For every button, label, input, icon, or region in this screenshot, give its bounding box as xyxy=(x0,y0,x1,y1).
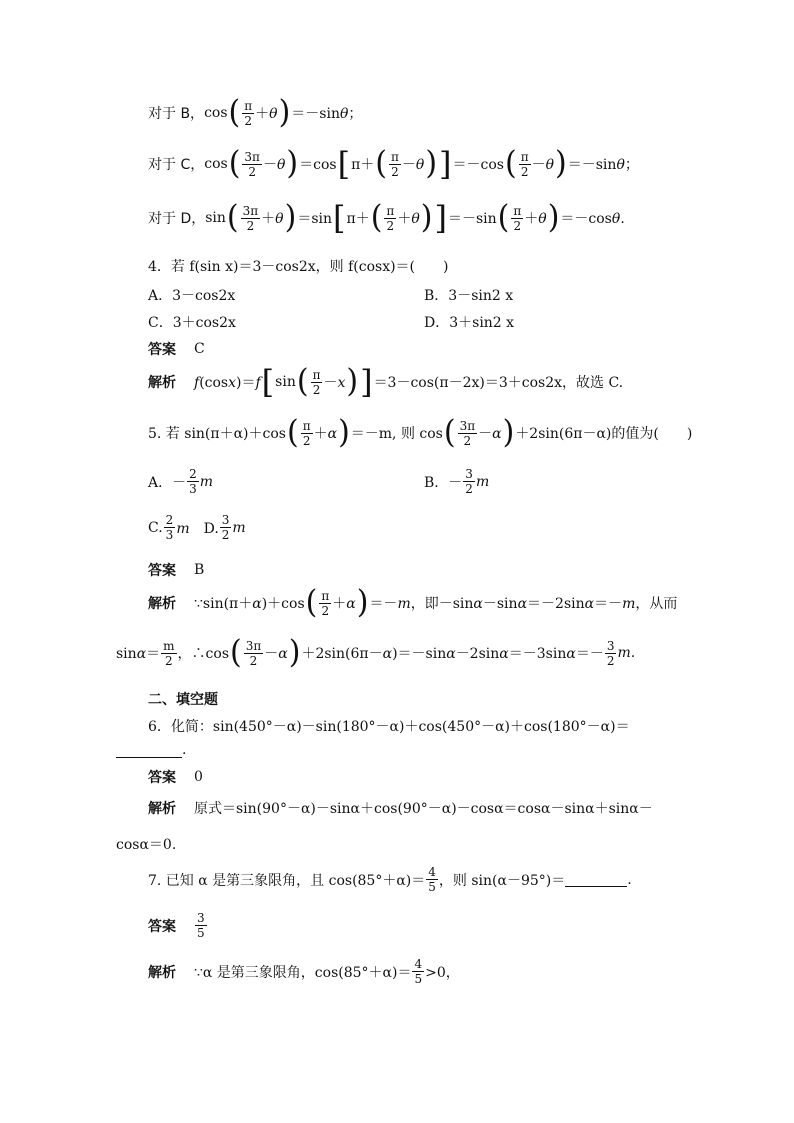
line-b: 对于 B， cos ( $\frac{\pi}{2}$ ＋θ ) ＝－sinθ； xyxy=(148,94,363,131)
fraction: $\frac{\pi}{2}$ xyxy=(386,203,395,233)
q6-analysis-text1: 原式＝sin(90°－α)－sinα＋cos(90°－α)－cosα＝cosα－sinα＋sinα－ xyxy=(194,801,653,817)
q5-options-cd: C. $\frac{2}{3}$ m D. $\frac{3}{2}$ m xyxy=(148,513,246,542)
fraction: $\frac{m}{2}$ xyxy=(163,638,175,668)
q7-analysis-line xyxy=(148,958,460,985)
answer-label: 答案 xyxy=(148,918,176,935)
q6-answer-line xyxy=(148,767,203,787)
q5-answer: B xyxy=(194,562,205,578)
fraction: $\frac{3}{2}$ xyxy=(465,467,473,496)
q5-analysis-line2: sinα＝ $\frac{m}{2}$ ，∴cos ( $\frac{3\pi}{2}$ －α ) ＋2sin(6π－α)＝－sinα－2sinα＝－3sinα＝－ $\frac{3}{2}$ m. xyxy=(116,634,636,671)
q7-analysis-prefix: ∵α 是第三象限角，cos(85°＋α)＝ xyxy=(194,964,412,981)
q6-blank: . xyxy=(116,742,186,758)
fraction: $\frac{\pi}{2}$ xyxy=(520,149,529,179)
q5-answer-line xyxy=(148,560,204,580)
q6-analysis-line2: cosα＝0. xyxy=(116,837,177,853)
q5-option-a: A．－ $\frac{2}{3}$ m xyxy=(148,467,214,496)
q7-answer-fraction: $\frac{3}{5}$ xyxy=(197,911,205,940)
q7-prefix: 7. 已知 α 是第三象限角，且 cos(85°＋α)＝ xyxy=(148,872,426,889)
section-heading: 二、填空题 xyxy=(148,692,218,708)
q7-answer-line xyxy=(148,912,208,939)
q5-prefix: 5. 若 sin(π＋α)＋cos xyxy=(148,426,286,442)
fraction: $\frac{3\pi}{2}$ xyxy=(459,418,476,448)
q5-stem: 5. 若 sin(π＋α)＋cos ( $\frac{\pi}{2}$ ＋α ) ＝－m, 则 cos ( $\frac{3\pi}{2}$ －α ) ＋2sin(6π－α)的值为( ) xyxy=(148,414,693,451)
fraction: $\frac{\pi}{2}$ xyxy=(390,149,399,179)
q4-option-a: A．3－cos2x xyxy=(148,288,236,304)
answer-label: 答案 xyxy=(148,770,176,786)
q5-option-b: B．－ $\frac{3}{2}$ m xyxy=(424,467,490,496)
answer-label: 答案 xyxy=(148,342,176,358)
analysis-label: 解析 xyxy=(148,596,176,612)
analysis-label: 解析 xyxy=(148,964,176,981)
q4-analysis-tail: ＝3－cos(π－2x)＝3＋cos2x，故选 C. xyxy=(373,375,624,391)
q6-stem: 6．化简：sin(450°－α)－sin(180°－α)＋cos(450°－α)＋cos(180°－α)＝ xyxy=(148,719,630,735)
q7-mid: ，则 sin(α－95°)＝ xyxy=(438,872,566,889)
fraction: $\frac{3}{2}$ xyxy=(606,638,615,668)
answer-label: 答案 xyxy=(148,563,176,579)
q6-analysis-line1 xyxy=(148,798,653,818)
q4-stem: 4．若 f(sin x)＝3－cos2x，则 f(cosx)＝( ) xyxy=(148,259,449,275)
line-c-prefix: 对于 C， xyxy=(148,157,205,173)
q4-answer: C xyxy=(194,341,205,357)
q5-analysis-line1: 解析 ∵sin(π＋α)＋cos ( $\frac{\pi}{2}$ ＋α ) ＝－m，即－sinα－sinα＝－2sinα＝－m，从而 xyxy=(148,584,678,621)
fraction: $\frac{2}{3}$ xyxy=(165,513,174,542)
q4-option-b: B．3－sin2 x xyxy=(424,288,514,304)
analysis-label: 解析 xyxy=(148,375,176,391)
fraction: $\frac{4}{5}$ xyxy=(414,957,423,986)
q7-stem: 7. 已知 α 是第三象限角，且 cos(85°＋α)＝ $\frac{4}{5}$ ，则 sin(α－95°)＝ . xyxy=(148,865,632,894)
fraction: $\frac{3\pi}{2}$ xyxy=(245,638,262,668)
line-d: 对于 D， sin ( $\frac{3\pi}{2}$ ＋θ ) ＝sin [ π＋ ( $\frac{\pi}{2}$ ＋θ ) ] ＝－sin ( $\frac{\pi}{2}$ ＋θ ) ＝－cosθ. xyxy=(148,199,625,237)
q4-analysis-line: 解析 f(cosx)＝f [ sin ( $\frac{\pi}{2}$ －x ) ] ＝3－cos(π－2x)＝3＋cos2x，故选 C. xyxy=(148,363,624,401)
line-d-prefix: 对于 D， xyxy=(148,211,206,227)
fraction: $\frac{2}{3}$ xyxy=(189,467,197,496)
q5-tail: ＋2sin(6π－α)的值为( ) xyxy=(515,426,693,442)
q4-option-d: D．3＋sin2 x xyxy=(424,315,515,331)
fraction: $\frac{\pi}{2}$ xyxy=(302,418,311,448)
fraction: $\frac{\pi}{2}$ xyxy=(244,98,253,128)
fraction: $\frac{\pi}{2}$ xyxy=(312,367,321,397)
line-c: 对于 C， cos ( $\frac{3\pi}{2}$ －θ ) ＝cos [ π＋ ( $\frac{\pi}{2}$ －θ ) ] ＝－cos ( $\frac{\pi}{2}$ －θ ) ＝－sinθ； xyxy=(148,145,639,183)
fraction: $\frac{\pi}{2}$ xyxy=(513,203,522,233)
analysis-label: 解析 xyxy=(148,801,176,817)
fraction: $\frac{4}{5}$ xyxy=(428,865,436,894)
q6-answer: 0 xyxy=(194,769,203,785)
fraction: $\frac{\pi}{2}$ xyxy=(321,588,330,618)
fraction: $\frac{3\pi}{2}$ xyxy=(242,203,259,233)
q7-analysis-tail: >0， xyxy=(425,964,460,981)
line-b-prefix: 对于 B， xyxy=(148,106,205,122)
q4-answer-line xyxy=(148,339,205,359)
q5-mid: ＝－m, 则 cos xyxy=(350,426,443,442)
fraction: $\frac{3\pi}{2}$ xyxy=(244,149,260,179)
q4-option-c: C．3＋cos2x xyxy=(148,315,236,331)
fraction: $\frac{3}{2}$ xyxy=(221,513,230,542)
